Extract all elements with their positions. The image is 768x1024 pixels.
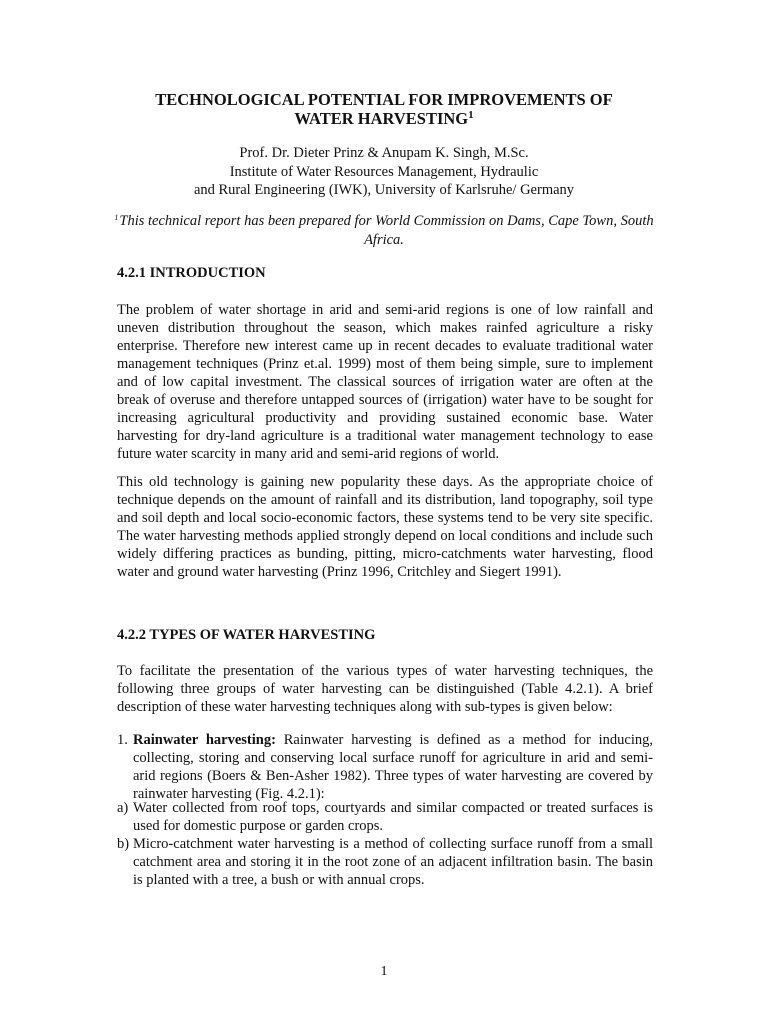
section-heading-types: 4.2.2 TYPES OF WATER HARVESTING bbox=[117, 627, 376, 643]
introduction-paragraph-1: The problem of water shortage in arid and semi-arid regions is one of low rainfall and uneven distribution throughout the season, which makes rainfed agriculture a risky enterprise. Therefore new interest came up in recent decades to evaluate traditional water management techniques (Prinz et.al. 1999) most of them being simple, sure to implement and of low capital investment. The classical sources of irrigation water are often at the break of overuse and therefore untapped sources of (irrigation) water have to be sought for increasing agricultural productivity and providing sustained economic base. Water harvesting for dry-land agriculture is a traditional water management technology to ease future water scarcity in many arid and semi-arid regions of world. bbox=[117, 302, 653, 462]
list-item-marker: 1. bbox=[117, 732, 128, 748]
title-footnote-mark: 1 bbox=[468, 109, 474, 121]
author-names: Prof. Dr. Dieter Prinz & Anupam K. Singh, M.Sc. bbox=[239, 145, 529, 161]
list-item-rainwater-harvesting bbox=[117, 731, 653, 803]
list-item-b bbox=[117, 835, 653, 889]
document-title bbox=[0, 90, 768, 128]
footnote-text: This technical report has been prepared for World Commission on Dams, Cape Town, South Africa. bbox=[119, 213, 654, 248]
section-heading-introduction: 4.2.1 INTRODUCTION bbox=[117, 265, 266, 281]
list-item-text: Rainwater harvesting is defined as a method for inducing, collecting, storing and conserving local surface runoff for agriculture in arid and semi-arid regions (Boers & Ben-Asher 1982). Three types of water harvesting are covered by rainwater harvesting (Fig. 4.2.1): bbox=[133, 732, 653, 802]
author-block bbox=[0, 144, 768, 200]
affiliation-line-2: and Rural Engineering (IWK), University of Karlsruhe/ Germany bbox=[193, 182, 575, 198]
footnote-mark: 1 bbox=[114, 213, 119, 222]
title-line-1: TECHNOLOGICAL POTENTIAL FOR IMPROVEMENTS OF bbox=[155, 90, 613, 109]
list-item-text: Water collected from roof tops, courtyards and similar compacted or treated surfaces is used for domestic purpose or garden crops. bbox=[133, 800, 653, 834]
list-item-marker: b) bbox=[117, 836, 130, 852]
title-line-2-text: WATER HARVESTING bbox=[294, 109, 469, 128]
list-item-marker: a) bbox=[117, 800, 129, 816]
types-paragraph-1: To facilitate the presentation of the various types of water harvesting techniques, the following three groups of water harvesting can be distinguished (Table 4.2.1). A brief description of these water harvesting techniques along with sub-types is given below: bbox=[117, 663, 653, 715]
page-number: 1 bbox=[380, 964, 388, 979]
affiliation-line-1: Institute of Water Resources Management, Hydraulic bbox=[229, 163, 539, 180]
introduction-paragraph-2: This old technology is gaining new popularity these days. As the appropriate choice of technique depends on the amount of rainfall and its distribution, land topography, soil type and soil depth and local socio-economic factors, these systems tend to be very site specific. The water harvesting methods applied strongly depend on local conditions and include such widely differing practices as bunding, pitting, micro-catchments water harvesting, flood water and ground water harvesting (Prinz 1996, Critchley and Siegert 1991). bbox=[117, 474, 653, 580]
title-line-2 bbox=[0, 109, 768, 128]
list-item-a bbox=[117, 799, 653, 835]
list-item-text: Micro-catchment water harvesting is a method of collecting surface runoff from a small catchment area and storing it in the root zone of an adjacent infiltration basin. The basin is planted with a tree, a bush or with annual crops. bbox=[133, 836, 653, 888]
list-item-term: Rainwater harvesting: bbox=[133, 732, 276, 748]
title-footnote bbox=[110, 212, 658, 250]
